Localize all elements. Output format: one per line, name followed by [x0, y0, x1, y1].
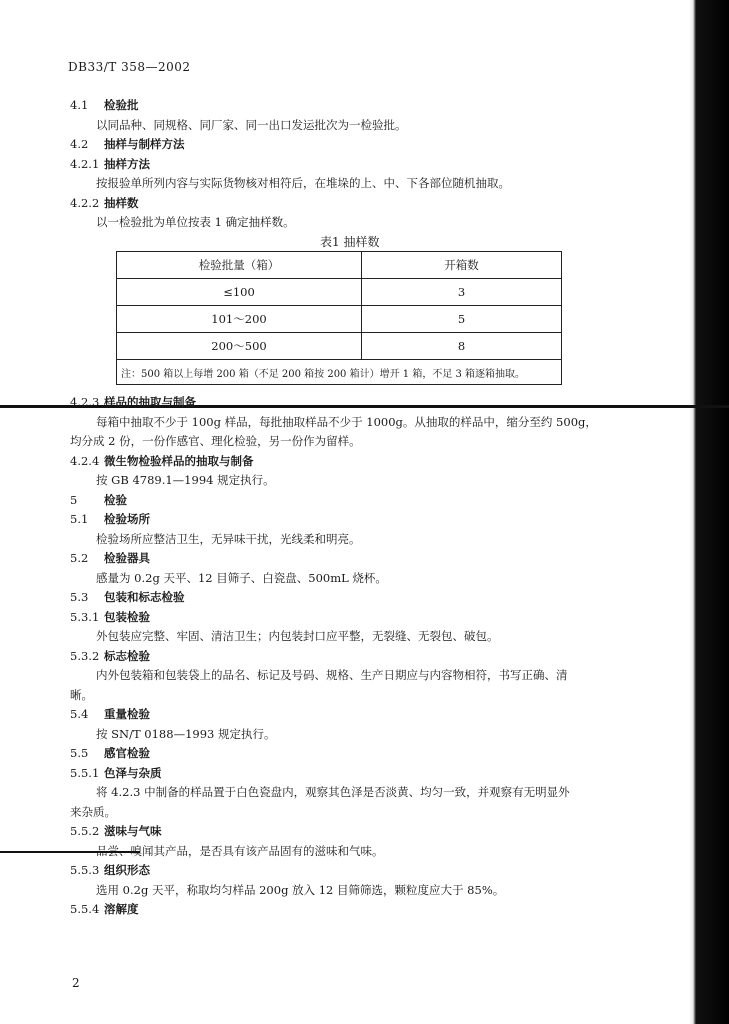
- section-number: 5.3.2: [70, 648, 100, 663]
- line-text: 检验批: [104, 98, 139, 112]
- column-header: 检验批量（箱）: [117, 252, 362, 279]
- table-row: [117, 306, 562, 333]
- line-text: 感量为 0.2g 天平、12 目筛子、白瓷盘、500mL 烧杯。: [96, 570, 387, 585]
- section-number: 4.2.1: [70, 156, 100, 171]
- section-heading: [70, 745, 150, 761]
- section-number: 4.2.4: [70, 453, 100, 468]
- line-text: 标志检验: [104, 648, 150, 663]
- section-number: 5.3: [70, 590, 89, 604]
- line-text: 抽样与制样方法: [104, 137, 185, 151]
- line-text: 色泽与杂质: [104, 765, 162, 780]
- section-number: 5.1: [70, 512, 89, 526]
- line-text: 按 GB 4789.1—1994 规定执行。: [96, 473, 275, 487]
- paragraph-line: [96, 570, 387, 586]
- line-text: 均分成 2 份，一份作感官、理化检验，另一份作为留样。: [70, 434, 361, 448]
- section-heading: [70, 765, 162, 781]
- section-heading: [70, 136, 185, 152]
- section-number: 5.5.2: [70, 824, 100, 838]
- paragraph-line: [96, 882, 504, 898]
- table-cell: ≤100: [117, 279, 362, 306]
- line-text: 内外包装箱和包装袋上的品名、标记及号码、规格、生产日期应与内容物相符，书写正确、清: [96, 668, 568, 682]
- line-text: 以一检验批为单位按表 1 确定抽样数。: [96, 215, 295, 229]
- section-heading: [70, 648, 150, 664]
- paragraph-line: [70, 433, 361, 449]
- table-cell: 8: [362, 333, 562, 360]
- section-heading: [70, 550, 150, 566]
- paragraph-line: [96, 667, 568, 683]
- table-note: 注：500 箱以上每增 200 箱（不足 200 箱按 200 箱计）增开 1 箱，不足 3 箱逐箱抽取。: [117, 360, 562, 385]
- line-text: 检验: [104, 492, 127, 507]
- paragraph-line: [96, 472, 275, 488]
- section-heading: [70, 453, 254, 469]
- line-text: 组织形态: [104, 863, 150, 877]
- section-heading: [70, 706, 150, 722]
- paragraph-line: [96, 214, 295, 230]
- section-number: 4.1: [70, 98, 89, 112]
- section-heading: [70, 394, 196, 410]
- section-heading: [70, 823, 162, 839]
- section-heading: [70, 195, 139, 211]
- table-note-row: [117, 360, 562, 385]
- line-text: 品尝、嗅闻其产品，是否具有该产品固有的滋味和气味。: [96, 843, 384, 858]
- line-text: 来杂质。: [70, 804, 116, 819]
- section-number: 5.5.1: [70, 765, 100, 780]
- line-text: 溶解度: [104, 902, 139, 916]
- table-cell: 200～500: [117, 333, 362, 360]
- line-text: 选用 0.2g 天平，称取均匀样品 200g 放入 12 目筛筛选，颗粒度应大于 85%。: [96, 882, 505, 897]
- line-text: 重量检验: [104, 707, 150, 721]
- section-heading: [70, 862, 150, 878]
- section-heading: [70, 901, 139, 917]
- section-heading: [70, 156, 150, 172]
- section-number: 5.2: [70, 551, 89, 565]
- section-number: 5.5: [70, 746, 89, 760]
- table-caption: 表1 抽样数: [320, 235, 380, 249]
- section-number: 4.2.2: [70, 195, 100, 210]
- section-number: 5: [70, 492, 78, 507]
- table-cell: 3: [362, 279, 562, 306]
- paragraph-line: [96, 726, 276, 742]
- table-cell: 5: [362, 306, 562, 333]
- table-cell: 101～200: [117, 306, 362, 333]
- paragraph-line: [96, 531, 361, 547]
- line-text: 检验场所: [104, 512, 150, 526]
- paragraph-line: [96, 117, 407, 133]
- table-header-row: [117, 252, 562, 279]
- section-heading: [70, 97, 139, 113]
- section-heading: [70, 589, 185, 605]
- table-row: [117, 333, 562, 360]
- line-text: 按报验单所列内容与实际货物核对相符后，在堆垛的上、中、下各部位随机抽取。: [96, 176, 510, 190]
- paragraph-line: [70, 687, 93, 703]
- document-code: DB33/T 358—2002: [68, 60, 191, 74]
- section-number: 5.3.1: [70, 609, 100, 624]
- sampling-table: [116, 251, 562, 385]
- line-text: 抽样方法: [104, 156, 150, 171]
- page-number: 2: [72, 976, 80, 990]
- line-text: 感官检验: [104, 746, 150, 760]
- section-number: 5.4: [70, 707, 89, 721]
- line-text: 按 SN/T 0188—1993 规定执行。: [96, 726, 276, 741]
- line-text: 检验器具: [104, 551, 150, 565]
- paragraph-line: [96, 414, 597, 430]
- line-text: 以同品种、同规格、同厂家、同一出口发运批次为一检验批。: [96, 117, 407, 132]
- section-number: 4.2.3: [70, 395, 100, 409]
- line-text: 滋味与气味: [104, 824, 162, 838]
- paragraph-line: [96, 843, 384, 859]
- paragraph-line: [96, 175, 510, 191]
- section-heading: [70, 609, 150, 625]
- column-header: 开箱数: [362, 252, 562, 279]
- line-text: 检验场所应整洁卫生，无异味干扰，光线柔和明亮。: [96, 531, 361, 546]
- line-text: 每箱中抽取不少于 100g 样品，每批抽取样品不少于 1000g。从抽取的样品中，缩分至约 500g，: [96, 414, 597, 429]
- line-text: 晰。: [70, 687, 93, 702]
- section-number: 5.5.4: [70, 902, 100, 916]
- paragraph-line: [96, 784, 570, 800]
- paragraph-line: [96, 628, 499, 644]
- line-text: 外包装应完整、牢固、清洁卫生；内包装封口应平整，无裂缝、无裂包、破包。: [96, 629, 499, 643]
- table-row: [117, 279, 562, 306]
- line-text: 抽样数: [104, 195, 139, 210]
- section-heading: [70, 492, 127, 508]
- line-text: 样品的抽取与制备: [104, 395, 196, 409]
- section-number: 4.2: [70, 137, 89, 151]
- line-text: 将 4.2.3 中制备的样品置于白色瓷盘内，观察其色泽是否淡黄、均匀一致，并观察有无明显外: [96, 785, 570, 799]
- line-text: 微生物检验样品的抽取与制备: [104, 453, 254, 468]
- line-text: 包装和标志检验: [104, 590, 185, 604]
- section-number: 5.5.3: [70, 863, 100, 877]
- paragraph-line: [70, 804, 116, 820]
- section-heading: [70, 511, 150, 527]
- scan-dark-edge: [689, 0, 729, 1024]
- line-text: 包装检验: [104, 609, 150, 624]
